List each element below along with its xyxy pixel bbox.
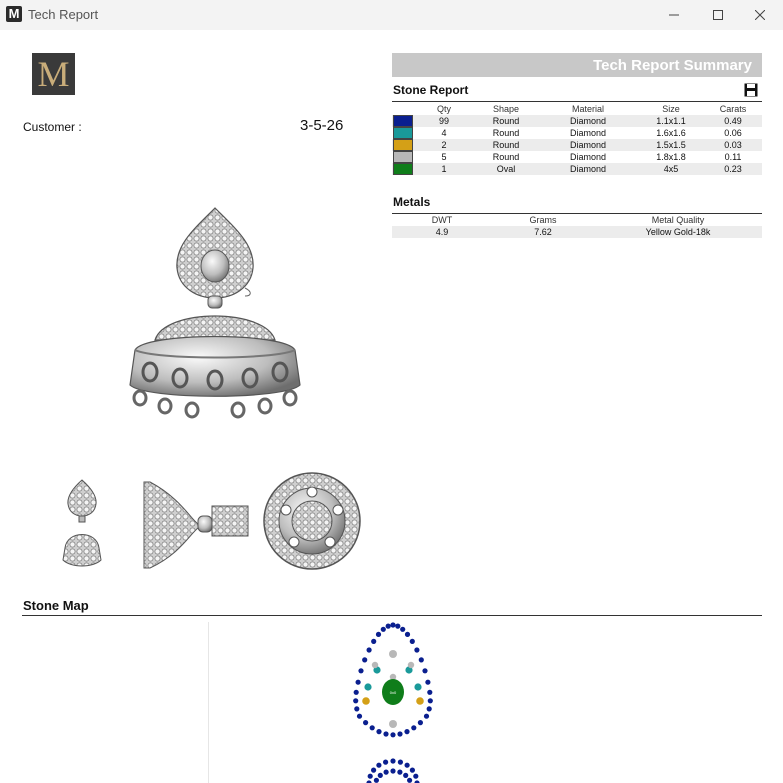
stone-map-blue-stone: [376, 729, 381, 734]
stone-map-blue-stone: [413, 774, 418, 779]
stone-map-blue-stone: [376, 632, 381, 637]
stone-map-blue-stone: [354, 706, 359, 711]
stone-map-blue-stone: [383, 760, 388, 765]
stone-map-teal-stone: [414, 683, 421, 690]
stone-color-swatch: [393, 151, 413, 163]
stone-map-blue-stone: [410, 639, 415, 644]
stone-map-diagram: [330, 620, 455, 783]
brand-logo-letter: M: [37, 54, 70, 94]
shape-cell: Round: [474, 139, 538, 151]
metals-header-row: [392, 214, 762, 226]
stone-report-header-row: [392, 103, 762, 115]
shape-cell: Round: [474, 115, 538, 127]
table-row[interactable]: [392, 226, 762, 238]
qty-cell: 5: [441, 152, 447, 162]
close-icon: [755, 10, 765, 20]
metals-table: [392, 214, 762, 238]
stone-map-heading: Stone Map: [23, 598, 89, 613]
stone-map-blue-stone: [378, 773, 383, 778]
stone-map-blue-stone: [386, 624, 391, 629]
stone-color-swatch: [393, 115, 413, 127]
customer-value: 3-5-26: [300, 117, 344, 134]
stone-map-gray-stone: [389, 650, 397, 658]
summary-title: Tech Report Summary: [593, 57, 752, 74]
app-icon: M: [6, 6, 22, 22]
column-header-dwt: DWT: [431, 215, 453, 225]
qty-cell: 2: [414, 139, 474, 151]
stone-map-blue-stone: [404, 729, 409, 734]
stone-map-blue-stone: [358, 668, 363, 673]
table-row[interactable]: [392, 163, 762, 175]
stone-map-gray-stone: [389, 720, 397, 728]
size-cell: 1.5x1.5: [638, 139, 704, 151]
stone-color-swatch: [393, 139, 413, 151]
column-header-shape: Shape: [492, 104, 520, 114]
stone-map-blue-stone: [411, 725, 416, 730]
material-cell: Diamond: [538, 163, 638, 175]
shape-cell: Round: [492, 128, 520, 138]
carats-cell: 0.03: [704, 139, 762, 151]
shape-cell: Round: [492, 152, 520, 162]
stone-map-blue-stone: [371, 639, 376, 644]
stone-map-blue-stone: [371, 768, 376, 773]
maximize-button[interactable]: [695, 0, 741, 30]
table-row[interactable]: [392, 151, 762, 163]
stone-map-blue-stone: [353, 698, 358, 703]
stone-map-blue-stone: [427, 690, 432, 695]
stone-map-blue-stone: [419, 657, 424, 662]
stone-color-cell: [392, 139, 414, 151]
stone-map-blue-stone: [397, 770, 402, 775]
stone-map-gold-stone: [416, 697, 424, 705]
stone-report-table: [392, 103, 762, 175]
stone-map-blue-stone: [424, 714, 429, 719]
stone-map-blue-stone: [390, 622, 395, 627]
size-cell: 1.8x1.8: [656, 152, 686, 162]
stone-map-gray-stone: [372, 662, 378, 668]
carats-cell: 0.11: [724, 152, 742, 162]
minimize-button[interactable]: [651, 0, 697, 30]
close-button[interactable]: [737, 0, 783, 30]
stone-map-blue-stone: [390, 758, 395, 763]
stone-map-blue-stone: [395, 624, 400, 629]
stone-map-blue-stone: [418, 720, 423, 725]
column-header-grams: Grams: [529, 215, 557, 225]
earring-thumbnail-side: [140, 478, 250, 570]
earring-thumbnail-bottom: [260, 470, 365, 572]
save-icon[interactable]: [744, 83, 758, 97]
stone-map-blue-stone: [398, 760, 403, 765]
stone-map-blue-stone: [368, 774, 373, 779]
stone-map-blue-stone: [374, 778, 379, 783]
stone-map-center-label: 0x0: [389, 690, 397, 695]
size-cell: 1.1x1.1: [638, 115, 704, 127]
stone-color-cell: [392, 151, 414, 163]
size-cell: 1.6x1.6: [656, 128, 686, 138]
stone-map-rule: [22, 615, 762, 616]
stone-map-blue-stone: [397, 731, 402, 736]
carats-cell: 0.49: [704, 115, 762, 127]
stone-map-blue-stone: [405, 632, 410, 637]
column-header-carats: Carats: [719, 104, 747, 114]
minimize-icon: [669, 10, 679, 20]
stone-map-teal-stone: [364, 683, 371, 690]
stone-map-blue-stone: [367, 647, 372, 652]
qty-cell: 1: [414, 163, 474, 175]
column-header-size: Size: [662, 104, 680, 114]
stone-color-cell: [392, 127, 414, 139]
carats-cell: 0.06: [724, 128, 742, 138]
grams-cell: 7.62: [492, 226, 594, 238]
carats-cell: 0.23: [704, 163, 762, 175]
stone-color-cell: [392, 115, 414, 127]
table-row[interactable]: [392, 127, 762, 139]
column-header-qty: Qty: [436, 104, 451, 114]
stone-map-blue-stone: [390, 768, 395, 773]
qty-cell: 4: [441, 128, 447, 138]
size-cell: 4x5: [638, 163, 704, 175]
stone-map-blue-stone: [422, 668, 427, 673]
stone-map-blue-stone: [384, 770, 389, 775]
earring-thumbnail-front: [55, 478, 110, 570]
stone-map-blue-stone: [403, 773, 408, 778]
stone-map-gray-stone: [408, 662, 414, 668]
stone-map-blue-stone: [407, 778, 412, 783]
title-bar: [0, 0, 783, 30]
stone-color-cell: [392, 163, 414, 175]
stone-map-blue-stone: [357, 714, 362, 719]
stone-map-blue-stone: [405, 763, 410, 768]
stone-map-blue-stone: [425, 680, 430, 685]
stone-map-blue-stone: [381, 627, 386, 632]
summary-header: [392, 53, 762, 77]
stone-map-blue-stone: [390, 732, 395, 737]
metals-heading: Metals: [393, 195, 431, 209]
stone-color-swatch: [393, 127, 413, 139]
stone-map-blue-stone: [370, 725, 375, 730]
qty-cell: 99: [414, 115, 474, 127]
table-row[interactable]: [392, 115, 762, 127]
material-cell: Diamond: [538, 115, 638, 127]
stone-map-blue-stone: [376, 763, 381, 768]
shape-cell: Oval: [474, 163, 538, 175]
dwt-cell: 4.9: [392, 226, 492, 238]
stone-report-rule: [392, 101, 762, 102]
customer-label: Customer :: [23, 120, 82, 134]
stone-color-swatch: [393, 163, 413, 175]
stone-report-heading: Stone Report: [393, 83, 469, 97]
stone-map-blue-stone: [356, 680, 361, 685]
stone-map-gold-stone: [362, 697, 370, 705]
material-cell: Diamond: [569, 152, 607, 162]
stone-map-blue-stone: [400, 627, 405, 632]
table-row[interactable]: [392, 139, 762, 151]
material-cell: Diamond: [538, 139, 638, 151]
material-cell: Diamond: [569, 128, 607, 138]
stone-map-blue-stone: [354, 690, 359, 695]
column-header-metal-quality: Metal Quality: [651, 215, 705, 225]
maximize-icon: [713, 10, 723, 20]
stone-map-blue-stone: [427, 706, 432, 711]
stone-map-blue-stone: [414, 647, 419, 652]
stone-map-blue-stone: [362, 657, 367, 662]
metal-quality-cell: Yellow Gold-18k: [594, 226, 762, 238]
brand-logo: [32, 53, 75, 95]
stone-map-blue-stone: [383, 731, 388, 736]
stone-map-divider: [208, 622, 209, 783]
stone-map-blue-stone: [410, 768, 415, 773]
earring-main-render: [95, 200, 335, 430]
stone-map-blue-stone: [428, 698, 433, 703]
window-title: Tech Report: [28, 7, 99, 22]
column-header-material: Material: [571, 104, 604, 114]
column-header-color: [392, 103, 414, 115]
stone-map-blue-stone: [363, 720, 368, 725]
